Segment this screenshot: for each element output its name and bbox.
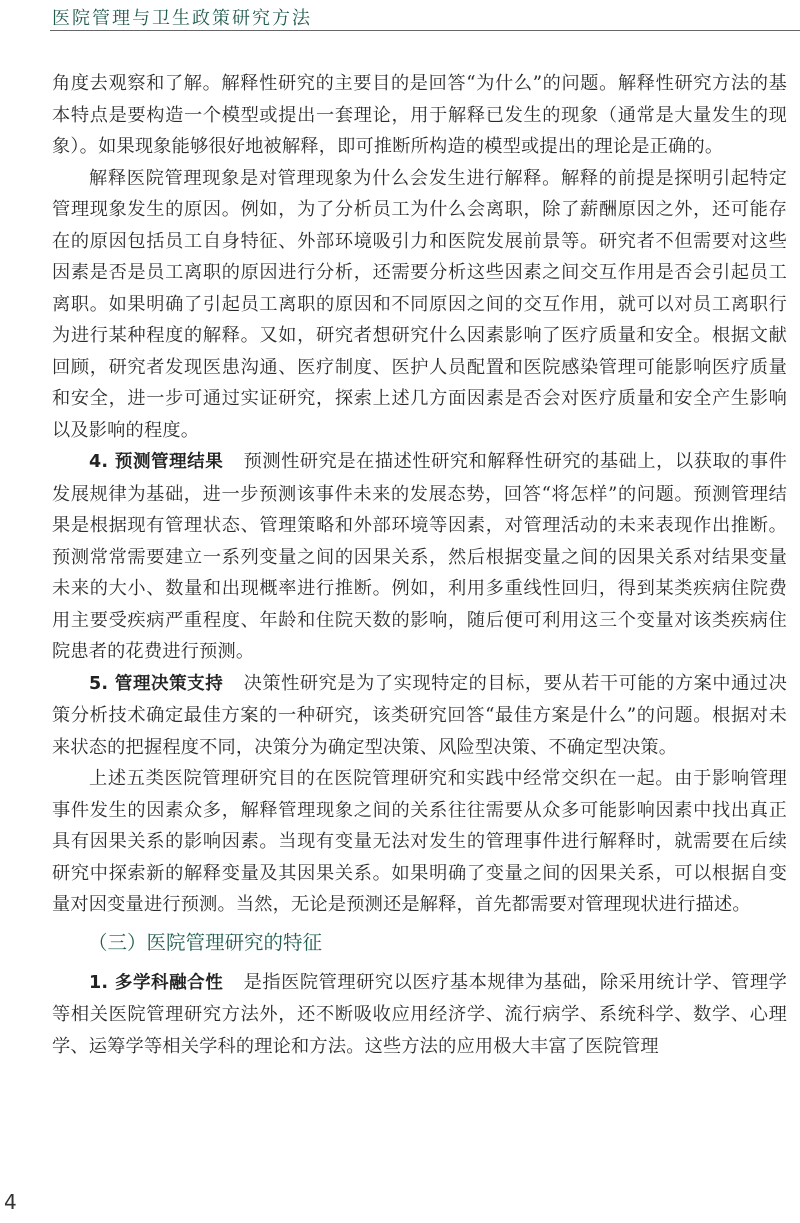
item-text: 是指医院管理研究以医疗基本规律为基础，除采用统计学、管理学等相关医院管理研究方法外，还不断吸收应用经济学、流行病学、系统科学、数学、心理学、运筹学等相关学科的理论和方法。这些方法的应用极大丰富了医院管理 — [52, 971, 788, 1057]
item-lead-decision: 5. 管理决策支持 — [89, 673, 224, 694]
body-paragraph: 角度去观察和了解。解释性研究的主要目的是回答“为什么”的问题。解释性研究方法的基本特点是要构造一个模型或提出一套理论，用于解释已发生的现象（通常是大量发生的现象）。如果现象能够很好地被解释，即可推断所构造的模型或提出的理论是正确的。 — [52, 73, 787, 157]
body-paragraph: 上述五类医院管理研究目的在医院管理研究和实践中经常交织在一起。由于影响管理事件发生的因素众多，解释管理现象之间的关系往往需要从众多可能影响因素中找出真正具有因果关系的影响因素。当现有变量无法对发生的管理事件进行解释时，就需要在后续研究中探索新的解释变量及其因果关系。如果明确了变量之间的因果关系，可以根据自变量对因变量进行预测。当然，无论是预测还是解释，首先都需要对管理现状进行描述。 — [52, 768, 787, 915]
item-text: 预测性研究是在描述性研究和解释性研究的基础上，以获取的事件发展规律为基础，进一步预测该事件未来的发展态势，回答“将怎样”的问题。预测管理结果是根据现有管理状态、管理策略和外部环境等因素，对管理活动的未来表现作出推断。预测常常需要建立一系列变量之间的因果关系，然后根据变量之间的因果关系对结果变量未来的大小、数量和出现概率进行推断。例如，利用多重线性回归，得到某类疾病住院费用主要受疾病严重程度、年龄和住院天数的影响，随后便可利用这三个变量对该类疾病住院患者的花费进行预测。 — [52, 451, 788, 662]
running-head-title: 医院管理与卫生政策研究方法 — [52, 8, 312, 29]
page-number: 4 — [4, 1190, 17, 1214]
body-paragraph-decision — [52, 668, 787, 764]
body-paragraph: 解释医院管理现象是对管理现象为什么会发生进行解释。解释的前提是探明引起特定管理现象发生的原因。例如，为了分析员工为什么会离职，除了薪酬原因之外，还可能存在的原因包括员工自身特征、外部环境吸引力和医院发展前景等。研究者不但需要对这些因素是否是员工离职的原因进行分析，还需要分析这些因素之间交互作用是否会引起员工离职。如果明确了引起员工离职的原因和不同原因之间的交互作用，就可以对员工离职行为进行某种程度的解释。又如，研究者想研究什么因素影响了医疗质量和安全。根据文献回顾，研究者发现医患沟通、医疗制度、医护人员配置和医院感染管理可能影响医疗质量和安全，进一步可通过实证研究，探索上述几方面因素是否会对医疗质量和安全产生影响以及影响的程度。 — [52, 167, 787, 441]
body-paragraph-predict — [52, 446, 787, 668]
item-text: 决策性研究是为了实现特定的目标，要从若干可能的方案中通过决策分析技术确定最佳方案的一种研究，该类研究回答“最佳方案是什么”的问题。根据对未来状态的把握程度不同，决策分为确定型决策、风险型决策、不确定型决策。 — [52, 672, 788, 758]
header-divider — [50, 30, 800, 31]
item-lead-multidiscipline: 1. 多学科融合性 — [89, 972, 224, 993]
page-body — [52, 68, 787, 1062]
item-lead-predict: 4. 预测管理结果 — [89, 452, 224, 472]
section-heading: （三）医院管理研究的特征 — [88, 930, 323, 954]
body-paragraph-multidiscipline — [52, 967, 787, 1063]
